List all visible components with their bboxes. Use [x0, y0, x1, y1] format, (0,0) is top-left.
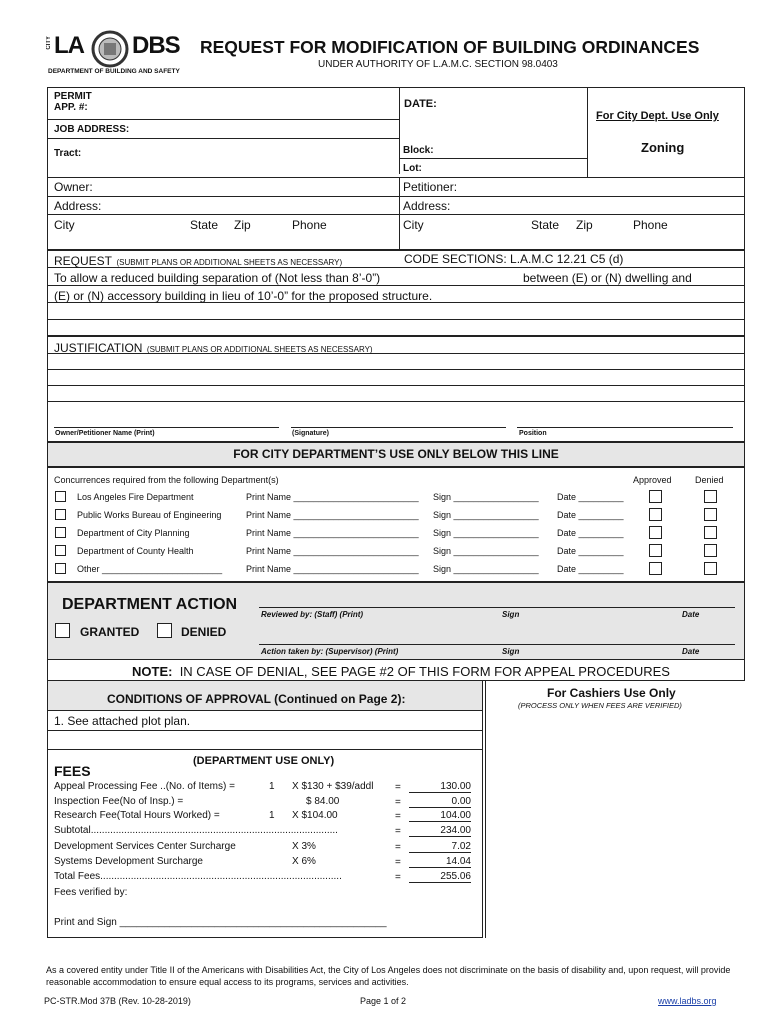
date-field[interactable]: Date _________: [557, 510, 624, 520]
approved-checkbox-city-planning[interactable]: [649, 526, 662, 539]
petitioner-zip-label: Zip: [576, 218, 593, 232]
fee-amount[interactable]: 255.06: [409, 871, 471, 883]
date-field[interactable]: Date _________: [557, 528, 624, 538]
fee-qty: 1: [269, 810, 275, 821]
job-address-label: JOB ADDRESS:: [54, 124, 130, 135]
owner-zip-label: Zip: [234, 218, 251, 232]
department-checkbox-public-works[interactable]: [55, 509, 66, 520]
permit-label: PERMIT APP. #:: [54, 91, 92, 113]
department-name: Department of City Planning: [77, 528, 190, 538]
fee-label: Development Services Center Surcharge: [54, 841, 236, 852]
department-checkbox-county-health[interactable]: [55, 545, 66, 556]
date-field[interactable]: Date _________: [557, 546, 624, 556]
denied-header: Denied: [695, 475, 724, 485]
owner-city-label: City: [54, 218, 75, 232]
print-name-field[interactable]: Print Name _________________________: [246, 528, 419, 538]
page-number: Page 1 of 2: [360, 996, 407, 1006]
logo-city-text: CITY: [46, 36, 52, 50]
denied-checkbox-county-health[interactable]: [704, 544, 717, 557]
approved-checkbox-fire[interactable]: [649, 490, 662, 503]
zoning-label: Zoning: [641, 140, 685, 155]
fee-amount[interactable]: 104.00: [409, 810, 471, 822]
fee-amount[interactable]: 234.00: [409, 825, 471, 837]
form-title: REQUEST FOR MODIFICATION OF BUILDING ORDINANCES: [200, 37, 700, 57]
justification-heading: [54, 339, 373, 357]
tract-label: Tract:: [54, 148, 82, 159]
date-field[interactable]: Date _________: [557, 492, 624, 502]
granted-checkbox[interactable]: [55, 623, 70, 638]
print-name-field[interactable]: Print Name _________________________: [246, 564, 419, 574]
fee-equals: =: [395, 857, 401, 868]
approved-header: Approved: [633, 475, 672, 485]
justification-label: JUSTIFICATION: [54, 341, 143, 355]
sign-field[interactable]: Sign _________________: [433, 528, 539, 538]
ladbs-logo: [46, 30, 184, 80]
fees-dept-use-label: (DEPARTMENT USE ONLY): [193, 755, 335, 767]
petitioner-label: Petitioner:: [403, 180, 458, 194]
cashiers-title: For Cashiers Use Only: [547, 686, 676, 700]
fee-equals: =: [395, 782, 401, 793]
position-label: Position: [519, 430, 547, 437]
fee-amount[interactable]: 7.02: [409, 841, 471, 853]
request-note: (SUBMIT PLANS OR ADDITIONAL SHEETS AS NECESSARY): [116, 258, 343, 267]
approved-checkbox-county-health[interactable]: [649, 544, 662, 557]
fee-label: Subtotal.........................................................................................: [54, 825, 338, 836]
fee-label: Inspection Fee(No of Insp.) =: [54, 796, 184, 807]
justification-note: (SUBMIT PLANS OR ADDITIONAL SHEETS AS NECESSARY): [146, 345, 373, 354]
fee-equals: =: [395, 811, 401, 822]
date-label: DATE:: [404, 98, 437, 110]
fee-label: Systems Development Surcharge: [54, 856, 203, 867]
owner-phone-label: Phone: [292, 218, 327, 232]
fee-amount[interactable]: 14.04: [409, 856, 471, 868]
department-name: Department of County Health: [77, 546, 194, 556]
reviewed-date-label: Date: [682, 610, 700, 619]
print-name-field[interactable]: Print Name _________________________: [246, 492, 419, 502]
reviewed-sign-label: Sign: [502, 610, 520, 619]
form-id: PC-STR.Mod 37B (Rev. 10-28-2019): [44, 996, 191, 1006]
owner-name-print-label: Owner/Petitioner Name (Print): [55, 430, 155, 437]
denied-checkbox[interactable]: [157, 623, 172, 638]
city-seal-icon: [88, 30, 132, 68]
department-name: Los Angeles Fire Department: [77, 492, 194, 502]
block-label: Block:: [403, 145, 434, 156]
approved-checkbox-other[interactable]: [649, 562, 662, 575]
approved-checkbox-public-works[interactable]: [649, 508, 662, 521]
note-body: IN CASE OF DENIAL, SEE PAGE #2 OF THIS FORM FOR APPEAL PROCEDURES: [179, 664, 670, 679]
city-use-banner-text: FOR CITY DEPARTMENT’S USE ONLY BELOW THIS LINE: [233, 447, 559, 461]
action-taken-by-label: Action taken by: (Supervisor) (Print): [261, 647, 399, 656]
fee-rate: X $104.00: [292, 810, 338, 821]
request-heading: [54, 252, 342, 270]
lot-label: Lot:: [403, 163, 422, 174]
fee-rate: X 3%: [292, 841, 316, 852]
code-sections: CODE SECTIONS: L.A.M.C 12.21 C5 (d): [404, 252, 624, 266]
action-sign-label: Sign: [502, 647, 520, 656]
department-name: Other ________________________: [77, 564, 223, 574]
petitioner-state-label: State: [531, 218, 560, 232]
owner-address-label: Address:: [54, 199, 102, 213]
note-text: [132, 664, 670, 679]
ada-statement: As a covered entity under Title II of the Americans with Disabilities Act, the City of Los Angeles does not discriminate on the basis of disability and, upon request, will provide reasonable accommodation to ensure equal access to its programs, services and activities.: [46, 965, 731, 987]
department-checkbox-fire[interactable]: [55, 491, 66, 502]
request-line-2: (E) or (N) accessory building in lieu of 10’-0” for the proposed structure.: [54, 289, 433, 303]
department-name: Public Works Bureau of Engineering: [77, 510, 222, 520]
fee-rate: $ 84.00: [306, 796, 340, 807]
fee-label: Appeal Processing Fee ..(No. of Items) =: [54, 781, 235, 792]
fees-title: FEES: [54, 763, 91, 779]
date-field[interactable]: Date _________: [557, 564, 624, 574]
fee-amount[interactable]: 130.00: [409, 781, 471, 793]
logo-dept-text: DEPARTMENT OF BUILDING AND SAFETY: [48, 68, 180, 75]
sign-field[interactable]: Sign _________________: [433, 564, 539, 574]
petitioner-address-label: Address:: [403, 199, 451, 213]
cashiers-note: (PROCESS ONLY WHEN FEES ARE VERIFIED): [518, 701, 682, 710]
owner-label: Owner:: [54, 180, 93, 194]
form-subtitle: UNDER AUTHORITY OF L.A.M.C. SECTION 98.0403: [318, 59, 558, 70]
denied-checkbox-other[interactable]: [704, 562, 717, 575]
condition-item-1: 1. See attached plot plan.: [54, 714, 191, 728]
fee-label: Research Fee(Total Hours Worked) =: [54, 810, 220, 821]
denied-label: DENIED: [181, 625, 227, 639]
request-line-1-right: between (E) or (N) dwelling and: [523, 271, 692, 285]
city-use-only-label: For City Dept. Use Only: [596, 110, 719, 122]
granted-label: GRANTED: [80, 625, 140, 639]
request-label: REQUEST: [54, 254, 113, 268]
note-label: NOTE:: [132, 664, 173, 679]
fee-equals: =: [395, 826, 401, 837]
petitioner-city-label: City: [403, 218, 424, 232]
conditions-title: CONDITIONS OF APPROVAL (Continued on Page 2):: [107, 692, 406, 706]
department-checkbox-other[interactable]: [55, 563, 66, 574]
logo-dbs-text: DBS: [132, 32, 180, 59]
concurrences-intro: Concurrences required from the following Department(s): [54, 475, 279, 485]
fees-verified-label: Fees verified by:: [54, 887, 128, 898]
fee-label: Total Fees.......................................................................................: [54, 871, 342, 882]
fee-qty: 1: [269, 781, 275, 792]
department-action-title: DEPARTMENT ACTION: [62, 596, 238, 613]
sign-field[interactable]: Sign _________________: [433, 546, 539, 556]
fee-equals: =: [395, 872, 401, 883]
department-checkbox-city-planning[interactable]: [55, 527, 66, 538]
fee-equals: =: [395, 797, 401, 808]
website-link[interactable]: www.ladbs.org: [658, 996, 717, 1006]
owner-state-label: State: [190, 218, 219, 232]
action-date-label: Date: [682, 647, 700, 656]
fee-equals: =: [395, 842, 401, 853]
logo-la-text: LA: [54, 32, 84, 59]
print-name-field[interactable]: Print Name _________________________: [246, 546, 419, 556]
print-name-field[interactable]: Print Name _________________________: [246, 510, 419, 520]
fees-print-sign-field[interactable]: Print and Sign ________________________________________________: [54, 917, 387, 928]
petitioner-phone-label: Phone: [633, 218, 668, 232]
fee-rate: X 6%: [292, 856, 316, 867]
request-line-1: To allow a reduced building separation of (Not less than 8’-0”): [54, 271, 381, 285]
fee-rate: X $130 + $39/addl: [292, 781, 374, 792]
denied-checkbox-public-works[interactable]: [704, 508, 717, 521]
denied-checkbox-fire[interactable]: [704, 490, 717, 503]
sign-field[interactable]: Sign _________________: [433, 492, 539, 502]
fee-amount[interactable]: 0.00: [409, 796, 471, 808]
reviewed-by-label: Reviewed by: (Staff) (Print): [261, 610, 364, 619]
denied-checkbox-city-planning[interactable]: [704, 526, 717, 539]
signature-label: (Signature): [292, 430, 329, 437]
sign-field[interactable]: Sign _________________: [433, 510, 539, 520]
